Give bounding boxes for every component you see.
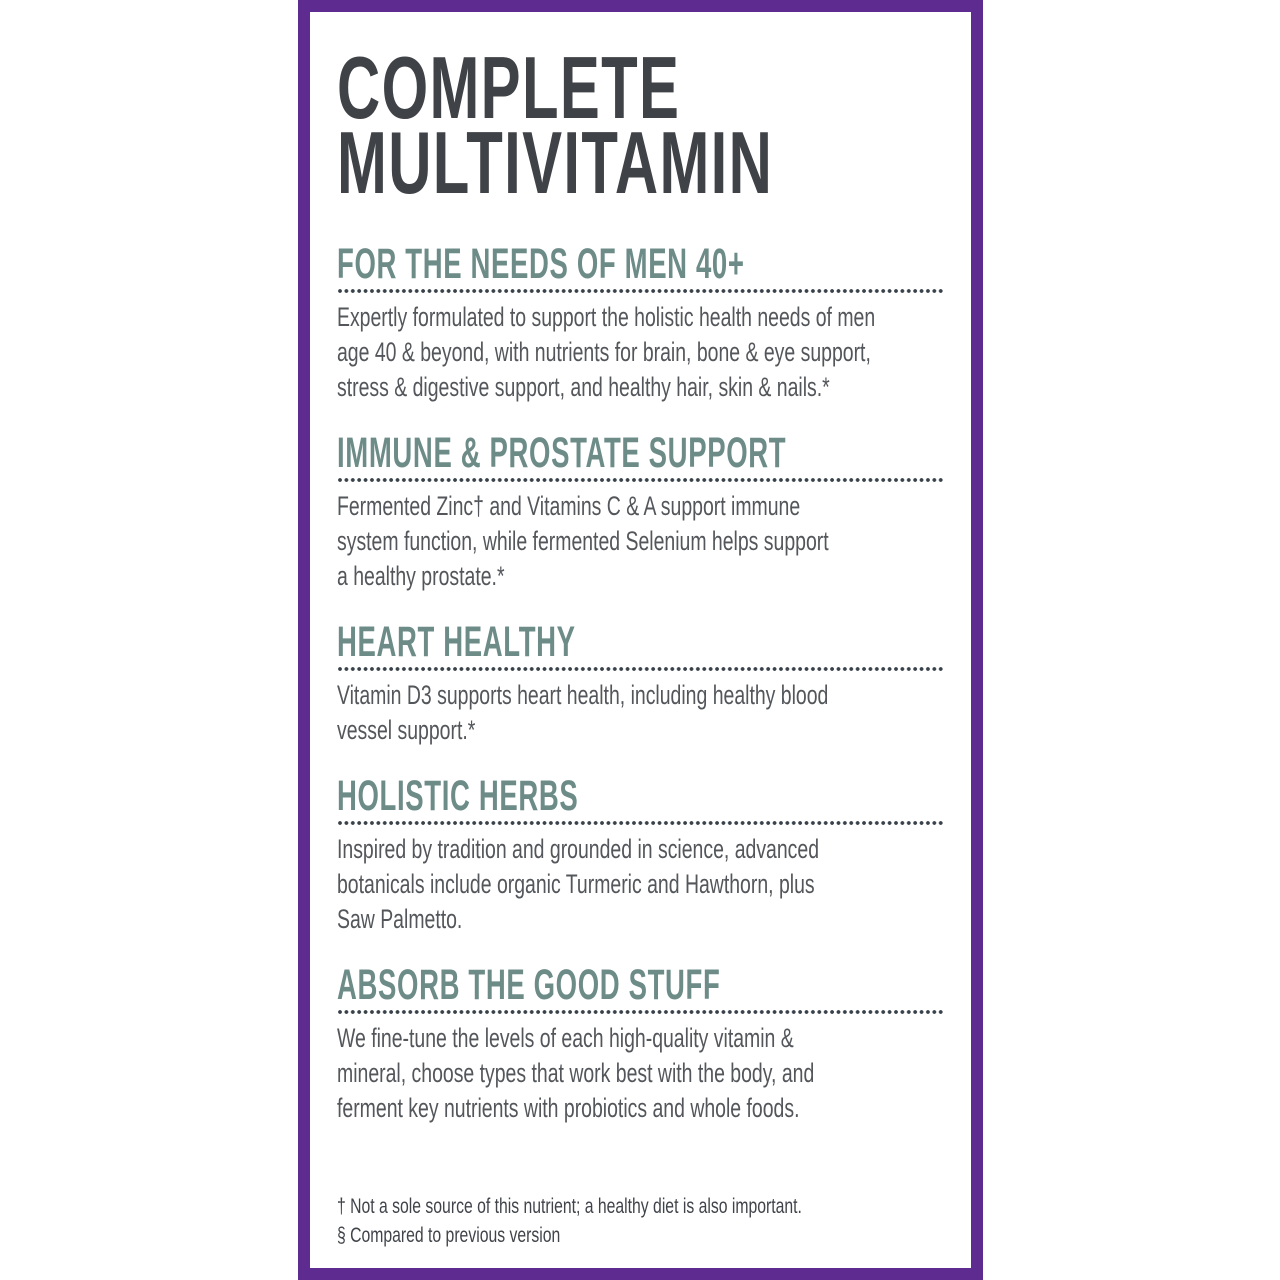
- title-line-2: MULTIVITAMIN: [337, 113, 774, 212]
- section-heading: FOR THE NEEDS OF MEN 40+: [337, 240, 745, 288]
- body-line: system function, while fermented Selenium helps support: [337, 526, 829, 556]
- label-frame: [298, 0, 983, 1280]
- dotted-divider: [337, 1009, 945, 1015]
- body-line: vessel support.*: [337, 715, 476, 745]
- section-immune-prostate: [337, 431, 971, 594]
- section-body: [337, 678, 956, 748]
- body-line: Fermented Zinc† and Vitamins C & A support immune: [337, 491, 801, 521]
- section-needs-of-men: [337, 242, 971, 405]
- dotted-divider: [337, 288, 945, 294]
- label-content: [310, 12, 971, 1250]
- body-line: We fine-tune the levels of each high-quality vitamin &: [337, 1023, 794, 1053]
- body-line: age 40 & beyond, with nutrients for brain, bone & eye support,: [337, 337, 871, 367]
- footnote-dagger: † Not a sole source of this nutrient; a healthy diet is also important.: [337, 1195, 802, 1218]
- body-line: botanicals include organic Turmeric and Hawthorn, plus: [337, 869, 815, 899]
- section-heart-healthy: [337, 620, 971, 748]
- section-absorb: [337, 963, 971, 1126]
- footnotes: [337, 1192, 952, 1250]
- section-body: [337, 1021, 956, 1126]
- section-body: [337, 832, 956, 937]
- section-heading: HOLISTIC HERBS: [337, 772, 579, 820]
- title-line-1: COMPLETE: [337, 38, 681, 137]
- section-heading: HEART HEALTHY: [337, 618, 576, 666]
- body-line: Saw Palmetto.: [337, 904, 463, 934]
- body-line: a healthy prostate.*: [337, 561, 505, 591]
- body-line: Inspired by tradition and grounded in science, advanced: [337, 834, 820, 864]
- body-line: Vitamin D3 supports heart health, including healthy blood: [337, 680, 829, 710]
- body-line: mineral, choose types that work best with the body, and: [337, 1058, 815, 1088]
- section-body: [337, 489, 956, 594]
- section-heading: ABSORB THE GOOD STUFF: [337, 961, 721, 1009]
- body-line: Expertly formulated to support the holistic health needs of men: [337, 302, 876, 332]
- dotted-divider: [337, 477, 945, 483]
- dotted-divider: [337, 666, 945, 672]
- product-title: [337, 38, 1017, 212]
- section-body: [337, 300, 956, 405]
- dotted-divider: [337, 820, 945, 826]
- body-line: stress & digestive support, and healthy hair, skin & nails.*: [337, 372, 830, 402]
- footnote-section-mark: § Compared to previous version: [337, 1224, 561, 1247]
- section-heading: IMMUNE & PROSTATE SUPPORT: [337, 429, 787, 477]
- section-holistic-herbs: [337, 774, 971, 937]
- body-line: ferment key nutrients with probiotics and whole foods.: [337, 1093, 800, 1123]
